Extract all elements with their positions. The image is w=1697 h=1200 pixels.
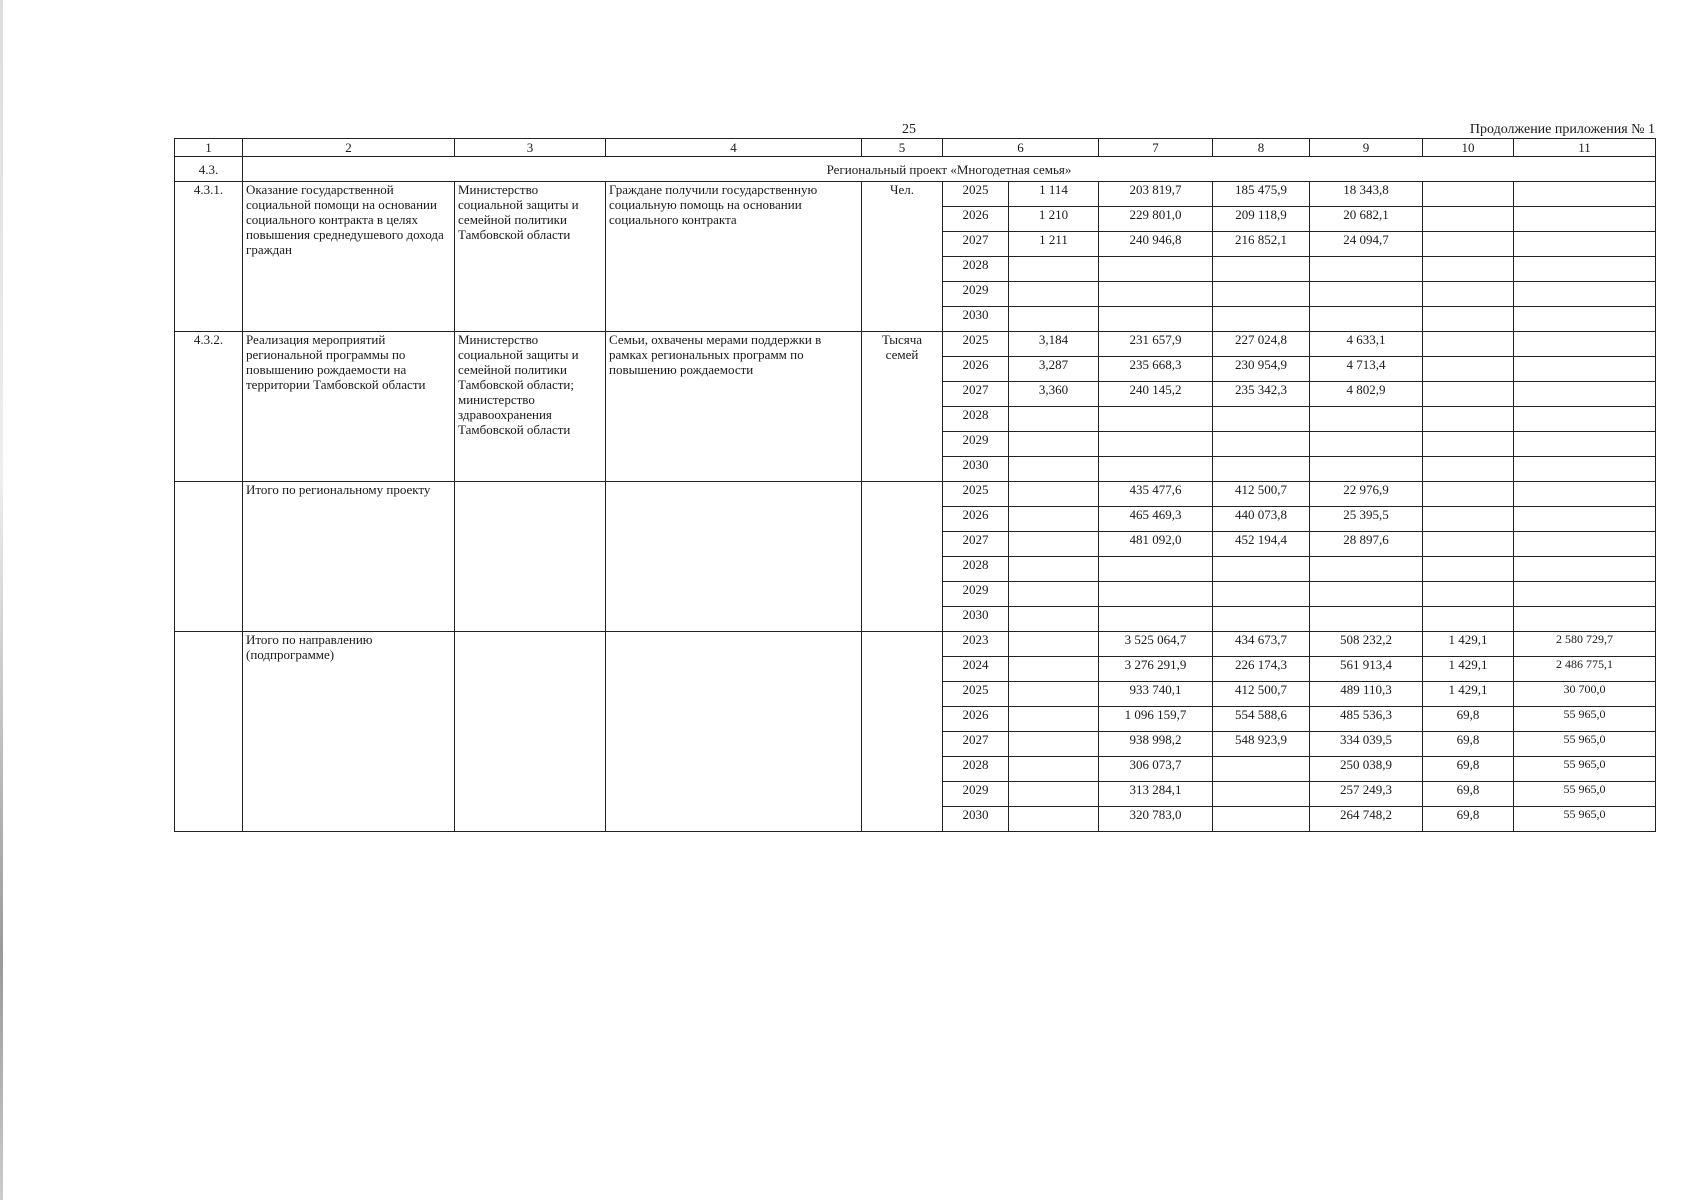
cell-c11 (1514, 382, 1656, 407)
cell-year: 2029 (943, 782, 1009, 807)
cell-c11: 30 700,0 (1514, 682, 1656, 707)
cell-c7: 3 276 291,9 (1099, 657, 1213, 682)
project-row (175, 157, 1656, 182)
cell-c10 (1423, 232, 1514, 257)
cell-year: 2028 (943, 257, 1009, 282)
cell-c6 (1009, 532, 1099, 557)
continuation-note: Продолжение приложения № 1 (1469, 122, 1655, 137)
column-header-1: 1 (175, 139, 243, 157)
cell-c10 (1423, 532, 1514, 557)
cell-c9: 508 232,2 (1310, 632, 1423, 657)
cell-c10 (1423, 507, 1514, 532)
cell-c7: 481 092,0 (1099, 532, 1213, 557)
cell-c7: 933 740,1 (1099, 682, 1213, 707)
cell-c11 (1514, 307, 1656, 332)
cell-year: 2030 (943, 807, 1009, 832)
cell-c11 (1514, 457, 1656, 482)
cell-c7: 465 469,3 (1099, 507, 1213, 532)
cell-c11: 55 965,0 (1514, 782, 1656, 807)
cell-c9 (1310, 307, 1423, 332)
column-header-10: 10 (1423, 139, 1514, 157)
cell-c10 (1423, 332, 1514, 357)
cell-c6 (1009, 632, 1099, 657)
cell-c6 (1009, 457, 1099, 482)
cell-c10: 69,8 (1423, 782, 1514, 807)
cell-c6 (1009, 557, 1099, 582)
cell-year: 2027 (943, 382, 1009, 407)
cell-c7: 306 073,7 (1099, 757, 1213, 782)
cell-c10 (1423, 357, 1514, 382)
cell-c9 (1310, 432, 1423, 457)
cell-c8 (1213, 757, 1310, 782)
cell-c9: 561 913,4 (1310, 657, 1423, 682)
group-code (175, 482, 243, 632)
cell-c7: 235 668,3 (1099, 357, 1213, 382)
cell-c8 (1213, 457, 1310, 482)
cell-c10: 1 429,1 (1423, 632, 1514, 657)
project-title: Региональный проект «Многодетная семья» (243, 157, 1656, 182)
cell-c6 (1009, 657, 1099, 682)
cell-c7 (1099, 432, 1213, 457)
cell-c11 (1514, 407, 1656, 432)
cell-c7: 313 284,1 (1099, 782, 1213, 807)
cell-c7: 435 477,6 (1099, 482, 1213, 507)
cell-c9: 489 110,3 (1310, 682, 1423, 707)
cell-c9: 257 249,3 (1310, 782, 1423, 807)
cell-c7: 1 096 159,7 (1099, 707, 1213, 732)
cell-c7 (1099, 457, 1213, 482)
group-code: 4.3.2. (175, 332, 243, 482)
cell-c10 (1423, 607, 1514, 632)
group-indicator: Граждане получили государственную социальную помощь на основании социального контракта (606, 182, 862, 332)
cell-c9: 24 094,7 (1310, 232, 1423, 257)
cell-c10 (1423, 457, 1514, 482)
group-indicator: Семьи, охвачены мерами поддержки в рамках региональных программ по повышению рождаемости (606, 332, 862, 482)
cell-c7 (1099, 307, 1213, 332)
cell-c6 (1009, 807, 1099, 832)
cell-c8 (1213, 582, 1310, 607)
cell-c6: 3,360 (1009, 382, 1099, 407)
cell-c8: 235 342,3 (1213, 382, 1310, 407)
cell-c10: 69,8 (1423, 807, 1514, 832)
cell-c9: 334 039,5 (1310, 732, 1423, 757)
cell-year: 2026 (943, 207, 1009, 232)
column-header-6: 6 (943, 139, 1099, 157)
cell-c11 (1514, 582, 1656, 607)
cell-year: 2024 (943, 657, 1009, 682)
cell-year: 2026 (943, 707, 1009, 732)
cell-c6 (1009, 407, 1099, 432)
cell-c8: 209 118,9 (1213, 207, 1310, 232)
cell-c9: 264 748,2 (1310, 807, 1423, 832)
cell-c10 (1423, 257, 1514, 282)
group-name: Итого по региональному проекту (243, 482, 455, 632)
cell-c11: 55 965,0 (1514, 757, 1656, 782)
cell-year: 2026 (943, 507, 1009, 532)
cell-c8 (1213, 307, 1310, 332)
cell-c9: 18 343,8 (1310, 182, 1423, 207)
cell-year: 2030 (943, 607, 1009, 632)
column-header-11: 11 (1514, 139, 1656, 157)
cell-c11 (1514, 182, 1656, 207)
group-name: Оказание государственной социальной помощи на основании социального контракта в целях повышения среднедушевого дохода граждан (243, 182, 455, 332)
cell-c10 (1423, 282, 1514, 307)
cell-c7: 3 525 064,7 (1099, 632, 1213, 657)
cell-c6 (1009, 307, 1099, 332)
cell-c9: 25 395,5 (1310, 507, 1423, 532)
cell-c8 (1213, 282, 1310, 307)
cell-year: 2027 (943, 732, 1009, 757)
cell-c11 (1514, 557, 1656, 582)
cell-c6 (1009, 682, 1099, 707)
cell-c7 (1099, 557, 1213, 582)
cell-c8 (1213, 257, 1310, 282)
cell-c9: 485 536,3 (1310, 707, 1423, 732)
cell-c9 (1310, 257, 1423, 282)
cell-year: 2028 (943, 757, 1009, 782)
cell-c10 (1423, 407, 1514, 432)
cell-c9 (1310, 282, 1423, 307)
cell-c11 (1514, 482, 1656, 507)
cell-c8 (1213, 432, 1310, 457)
cell-c7: 320 783,0 (1099, 807, 1213, 832)
cell-c10 (1423, 482, 1514, 507)
cell-c11 (1514, 532, 1656, 557)
cell-c11 (1514, 357, 1656, 382)
cell-c9: 4 802,9 (1310, 382, 1423, 407)
cell-c8: 412 500,7 (1213, 482, 1310, 507)
cell-year: 2027 (943, 232, 1009, 257)
cell-c8: 554 588,6 (1213, 707, 1310, 732)
cell-c11: 55 965,0 (1514, 807, 1656, 832)
cell-c8: 216 852,1 (1213, 232, 1310, 257)
cell-year: 2026 (943, 357, 1009, 382)
cell-c11 (1514, 607, 1656, 632)
cell-c8: 230 954,9 (1213, 357, 1310, 382)
cell-c11 (1514, 282, 1656, 307)
group-name: Реализация мероприятий региональной программы по повышению рождаемости на территории Тамбовской области (243, 332, 455, 482)
cell-c11 (1514, 432, 1656, 457)
cell-c10 (1423, 557, 1514, 582)
cell-year: 2025 (943, 182, 1009, 207)
cell-c8: 185 475,9 (1213, 182, 1310, 207)
cell-c11 (1514, 257, 1656, 282)
cell-c10: 69,8 (1423, 732, 1514, 757)
cell-c9 (1310, 457, 1423, 482)
cell-c7: 938 998,2 (1099, 732, 1213, 757)
column-header-row (175, 139, 1656, 157)
cell-c6 (1009, 432, 1099, 457)
cell-c8: 227 024,8 (1213, 332, 1310, 357)
cell-c9 (1310, 582, 1423, 607)
cell-c8: 434 673,7 (1213, 632, 1310, 657)
cell-year: 2030 (943, 307, 1009, 332)
table-row (175, 182, 1656, 207)
cell-c6: 3,287 (1009, 357, 1099, 382)
group-indicator (606, 632, 862, 832)
column-header-8: 8 (1213, 139, 1310, 157)
group-code: 4.3.1. (175, 182, 243, 332)
cell-c9 (1310, 607, 1423, 632)
project-code: 4.3. (175, 157, 243, 182)
cell-c6 (1009, 607, 1099, 632)
cell-c9: 250 038,9 (1310, 757, 1423, 782)
cell-c8 (1213, 807, 1310, 832)
cell-c8: 226 174,3 (1213, 657, 1310, 682)
cell-year: 2028 (943, 557, 1009, 582)
cell-c7: 240 145,2 (1099, 382, 1213, 407)
cell-c7: 231 657,9 (1099, 332, 1213, 357)
cell-c6: 1 114 (1009, 182, 1099, 207)
cell-c6: 3,184 (1009, 332, 1099, 357)
cell-c10 (1423, 382, 1514, 407)
cell-c9: 20 682,1 (1310, 207, 1423, 232)
cell-c9: 28 897,6 (1310, 532, 1423, 557)
cell-c8 (1213, 407, 1310, 432)
column-header-4: 4 (606, 139, 862, 157)
group-indicator (606, 482, 862, 632)
cell-c6: 1 210 (1009, 207, 1099, 232)
cell-year: 2025 (943, 482, 1009, 507)
cell-c9: 4 713,4 (1310, 357, 1423, 382)
cell-year: 2028 (943, 407, 1009, 432)
cell-c8 (1213, 607, 1310, 632)
cell-c6 (1009, 507, 1099, 532)
cell-c6 (1009, 782, 1099, 807)
cell-c8: 452 194,4 (1213, 532, 1310, 557)
cell-c10: 69,8 (1423, 707, 1514, 732)
column-header-9: 9 (1310, 139, 1423, 157)
cell-c8 (1213, 557, 1310, 582)
cell-c10: 69,8 (1423, 757, 1514, 782)
cell-c7: 229 801,0 (1099, 207, 1213, 232)
column-header-3: 3 (455, 139, 606, 157)
cell-c6 (1009, 757, 1099, 782)
cell-c7 (1099, 282, 1213, 307)
table-row (175, 332, 1656, 357)
group-executor (455, 632, 606, 832)
cell-c8 (1213, 782, 1310, 807)
group-executor (455, 482, 606, 632)
scan-edge (0, 0, 3, 1200)
cell-c7: 203 819,7 (1099, 182, 1213, 207)
cell-c10 (1423, 432, 1514, 457)
cell-c7: 240 946,8 (1099, 232, 1213, 257)
cell-c7 (1099, 582, 1213, 607)
cell-c6 (1009, 707, 1099, 732)
column-header-7: 7 (1099, 139, 1213, 157)
cell-c11: 2 486 775,1 (1514, 657, 1656, 682)
cell-c8: 548 923,9 (1213, 732, 1310, 757)
cell-c8: 412 500,7 (1213, 682, 1310, 707)
program-table (174, 138, 1656, 832)
group-executor: Министерство социальной защиты и семейной политики Тамбовской области; министерство здравоохранения Тамбовской области (455, 332, 606, 482)
cell-c9: 22 976,9 (1310, 482, 1423, 507)
column-header-2: 2 (243, 139, 455, 157)
cell-year: 2025 (943, 332, 1009, 357)
cell-c6 (1009, 282, 1099, 307)
table-row (175, 632, 1656, 657)
cell-c6 (1009, 482, 1099, 507)
cell-c8: 440 073,8 (1213, 507, 1310, 532)
cell-c9: 4 633,1 (1310, 332, 1423, 357)
cell-c11: 2 580 729,7 (1514, 632, 1656, 657)
cell-year: 2023 (943, 632, 1009, 657)
cell-c6 (1009, 257, 1099, 282)
cell-c11 (1514, 507, 1656, 532)
group-unit (862, 482, 943, 632)
page-number: 25 (902, 122, 916, 137)
cell-c10 (1423, 182, 1514, 207)
group-unit (862, 632, 943, 832)
cell-c6 (1009, 732, 1099, 757)
cell-year: 2029 (943, 432, 1009, 457)
cell-c10 (1423, 307, 1514, 332)
cell-c7 (1099, 607, 1213, 632)
cell-c11 (1514, 232, 1656, 257)
cell-c11: 55 965,0 (1514, 732, 1656, 757)
group-unit: Тысяча семей (862, 332, 943, 482)
cell-c11: 55 965,0 (1514, 707, 1656, 732)
cell-c9 (1310, 557, 1423, 582)
cell-c9 (1310, 407, 1423, 432)
cell-c7 (1099, 407, 1213, 432)
cell-year: 2027 (943, 532, 1009, 557)
table-row (175, 482, 1656, 507)
group-name: Итого по направлению (подпрограмме) (243, 632, 455, 832)
cell-c7 (1099, 257, 1213, 282)
column-header-5: 5 (862, 139, 943, 157)
cell-c10: 1 429,1 (1423, 657, 1514, 682)
cell-c6 (1009, 582, 1099, 607)
cell-c10 (1423, 582, 1514, 607)
group-executor: Министерство социальной защиты и семейной политики Тамбовской области (455, 182, 606, 332)
cell-year: 2030 (943, 457, 1009, 482)
cell-c10 (1423, 207, 1514, 232)
group-code (175, 632, 243, 832)
cell-c11 (1514, 332, 1656, 357)
cell-year: 2029 (943, 282, 1009, 307)
group-unit: Чел. (862, 182, 943, 332)
cell-year: 2029 (943, 582, 1009, 607)
cell-c11 (1514, 207, 1656, 232)
cell-c10: 1 429,1 (1423, 682, 1514, 707)
cell-c6: 1 211 (1009, 232, 1099, 257)
cell-year: 2025 (943, 682, 1009, 707)
